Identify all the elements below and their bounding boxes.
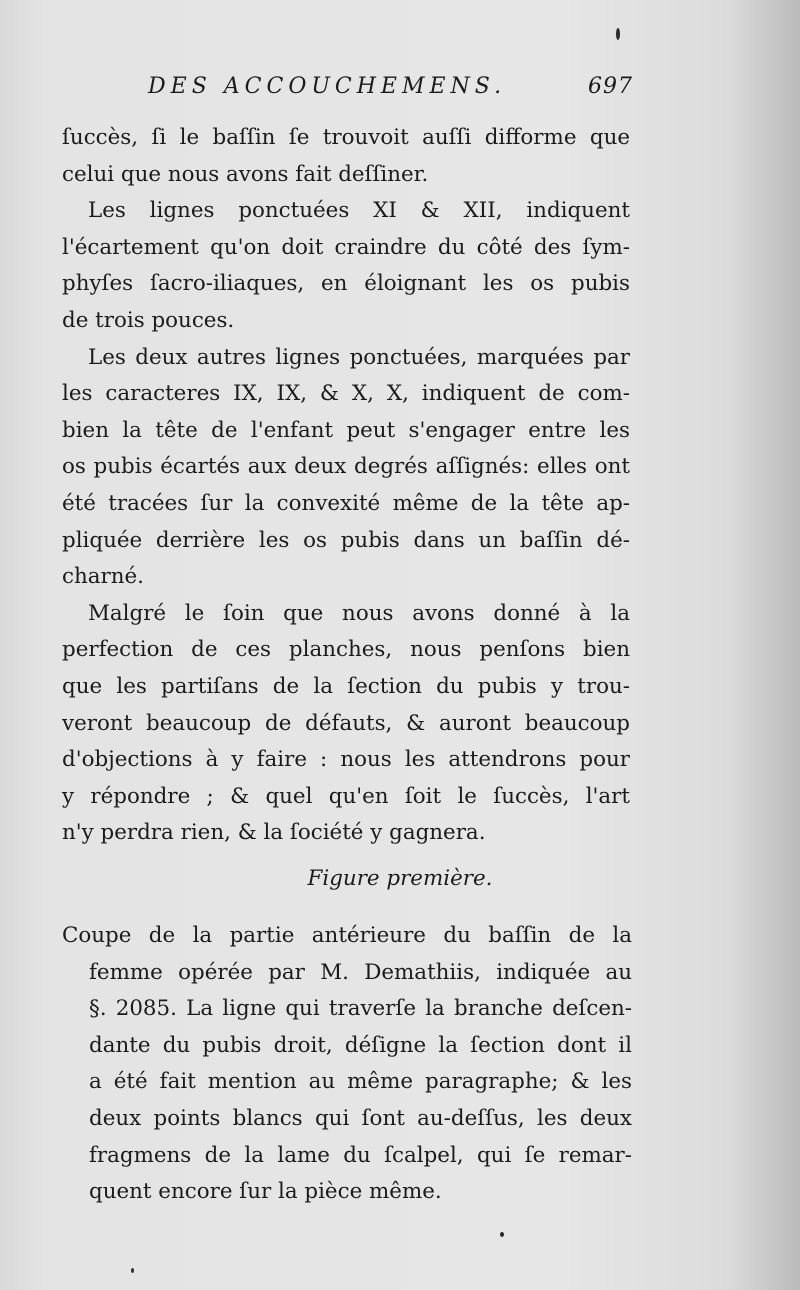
- ink-speck: [500, 1232, 504, 1237]
- paragraph-3: [62, 340, 630, 596]
- figure-caption: Figure première.: [307, 866, 493, 891]
- text-line: Les deux autres lignes ponctuées, marquées par: [88, 344, 630, 370]
- text-line: os pubis écartés aux deux degrés aſſignés: elles ont: [62, 454, 630, 480]
- text-line: deux points blancs qui ſont au-deſſus, les deux: [89, 1105, 632, 1131]
- figure-description: [62, 918, 632, 1211]
- text-line: ſuccès, ſi le baſſin ſe trouvoit auſſi difforme que: [62, 125, 630, 150]
- text-line: Coupe de la partie antérieure du baſſin de la: [62, 923, 632, 948]
- text-line: perfection de ces planches, nous penſons bien: [62, 637, 630, 663]
- text-line: quent encore ſur la pièce même.: [89, 1179, 442, 1205]
- text-line: bien la tête de l'enfant peut s'engager entre les: [62, 417, 630, 443]
- paragraph-4: [62, 596, 630, 852]
- paragraph-2: [62, 193, 630, 339]
- running-header: [148, 74, 633, 114]
- text-line: fragmens de la lame du ſcalpel, qui ſe remar-: [89, 1142, 632, 1168]
- text-line: a été fait mention au même paragraphe; & les: [89, 1069, 632, 1095]
- text-line: femme opérée par M. Demathiis, indiquée au: [89, 959, 632, 985]
- running-title: DES ACCOUCHEMENS.: [148, 74, 507, 99]
- text-line: celui que nous avons fait deſſiner.: [62, 161, 429, 187]
- text-line: que les partiſans de la ſection du pubis y trou-: [62, 673, 630, 699]
- text-line: §. 2085. La ligne qui traverſe la branche deſcen-: [89, 996, 632, 1022]
- text-line: d'objections à y faire : nous les attendrons pour: [62, 747, 630, 773]
- text-line: Malgré le ſoin que nous avons donné à la: [88, 600, 630, 626]
- text-line: Les lignes ponctuées XI & XII, indiquent: [88, 198, 630, 224]
- ink-speck: [131, 1268, 134, 1273]
- text-line: n'y perdra rien, & la ſociété y gagnera.: [62, 820, 486, 846]
- text-line: pliquée derrière les os pubis dans un baſſin dé-: [62, 527, 630, 553]
- text-line: l'écartement qu'on doit craindre du côté des ſym-: [62, 234, 630, 260]
- text-line: été tracées ſur la convexité même de la tête ap-: [62, 490, 630, 516]
- text-line: phyſes ſacro-iliaques, en éloignant les os pubis: [62, 271, 630, 297]
- text-line: dante du pubis droit, déſigne la ſection dont il: [89, 1032, 632, 1058]
- body-text: [62, 120, 630, 852]
- page-edge-shadow: [730, 0, 800, 1290]
- text-line: les caracteres IX, IX, & X, X, indiquent de com-: [62, 381, 630, 407]
- page-number: 697: [588, 74, 633, 99]
- text-line: charné.: [62, 564, 144, 590]
- text-line: de trois pouces.: [62, 307, 235, 333]
- text-line: veront beaucoup de défauts, & auront beaucoup: [62, 710, 630, 736]
- ink-speck: [616, 28, 620, 40]
- paragraph-1: [62, 120, 630, 193]
- text-line: y répondre ; & quel qu'en ſoit le ſuccès, l'art: [62, 783, 630, 809]
